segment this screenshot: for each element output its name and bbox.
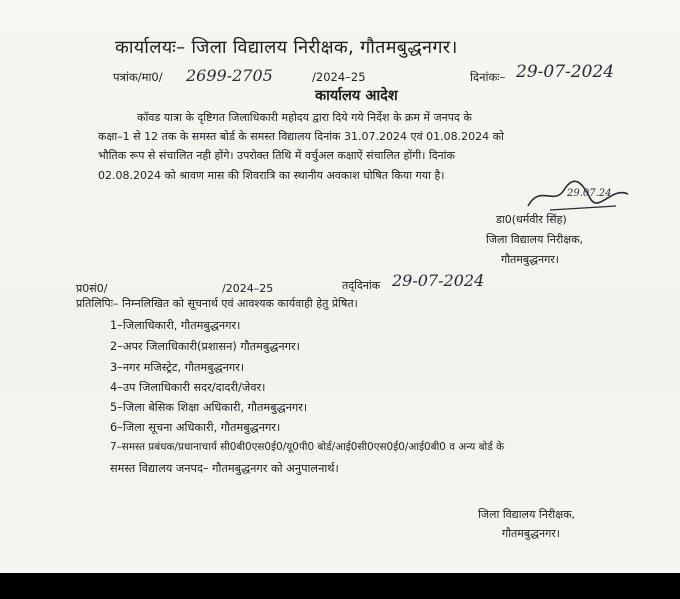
signatory-name: डा0(धर्मवीर सिंह) bbox=[496, 213, 567, 226]
bottom-signatory-place: गौतमबुद्धनगर। bbox=[502, 527, 560, 540]
copy-ref-prefix: प्र0सं0/ bbox=[76, 282, 108, 295]
recipient-item: 6–जिला सूचना अधिकारी, गौतमबुद्धनगर। bbox=[110, 421, 281, 434]
date-handwritten: 29-07-2024 bbox=[516, 62, 615, 82]
date-label: दिनांकः– bbox=[470, 70, 506, 84]
recipient-item: 4–उप जिलाधिकारी सदर/दादरी/जेवर। bbox=[110, 381, 266, 394]
copy-ref-date-handwritten: 29-07-2024 bbox=[392, 271, 485, 290]
recipient-item: 7–समस्त प्रबंधक/प्रधानाचार्य सी0बी0एस0ई0/यू0पी0 बोर्ड/आई0सी0एस0ई0/आई0बी0 व अन्य बोर्ड के bbox=[110, 441, 505, 453]
order-line-1: कॉवड यात्रा के दृष्टिगत जिलाधिकारी महोदय द्वारा दिये गये निर्देश के क्रम में जनपद के bbox=[137, 111, 472, 124]
order-line-2: कक्षा–1 से 12 तक के समस्त बोर्ड के समस्त विद्यालय दिनांक 31.07.2024 एवं 01.08.2024 को bbox=[98, 130, 504, 143]
signatory-designation: जिला विद्यालय निरीक्षक, bbox=[486, 233, 584, 246]
order-line-3: भौतिक रूप से संचालित नही होंगे। उपरोक्त तिथि में वर्चुअल कक्षाऐं संचालित होंगी। दिनांक bbox=[98, 149, 455, 162]
order-title: कार्यालय आदेश bbox=[315, 88, 398, 104]
office-title: कार्यालयः– जिला विद्यालय निरीक्षक, गौतमबुद्धनगर। bbox=[115, 37, 458, 58]
recipient-item: 3–नगर मजिस्ट्रेट, गौतमबुद्धनगर। bbox=[110, 361, 245, 374]
recipient-item: 5–जिला बेसिक शिक्षा अधिकारी, गौतमबुद्धनगर। bbox=[110, 401, 308, 414]
order-line-4: 02.08.2024 को श्रावण मास की शिवरात्रि का स्थानीय अवकाश घोषित किया गया है। bbox=[98, 169, 445, 182]
recipient-item: 1–जिलाधिकारी, गौतमबुद्धनगर। bbox=[110, 319, 241, 332]
copy-intro: प्रतिलिपिः– निम्नलिखित को सूचनार्थ एवं आवश्यक कार्यवाही हेतु प्रेषित। bbox=[76, 297, 358, 310]
recipient-item-continued: समस्त विद्यालय जनपद– गौतमबुद्धनगर को अनुपालनार्थ। bbox=[110, 462, 339, 475]
signatory-place: गौतमबुद्धनगर। bbox=[501, 253, 559, 266]
letter-number-session: /2024–25 bbox=[312, 70, 366, 84]
letter-number-prefix: पत्रांक/मा0/ bbox=[113, 70, 163, 84]
bottom-signatory-designation: जिला विद्यालय निरीक्षक, bbox=[478, 508, 576, 521]
copy-ref-date-label: तद्‌दिनांक bbox=[342, 279, 381, 292]
copy-ref-session: /2024–25 bbox=[222, 282, 274, 295]
letter-number-handwritten: 2699-2705 bbox=[186, 66, 273, 85]
signature-date-handwritten: 29.07.24 bbox=[567, 188, 612, 199]
recipient-item: 2–अपर जिलाधिकारी(प्रशासन) गौतमबुद्धनगर। bbox=[110, 340, 300, 353]
